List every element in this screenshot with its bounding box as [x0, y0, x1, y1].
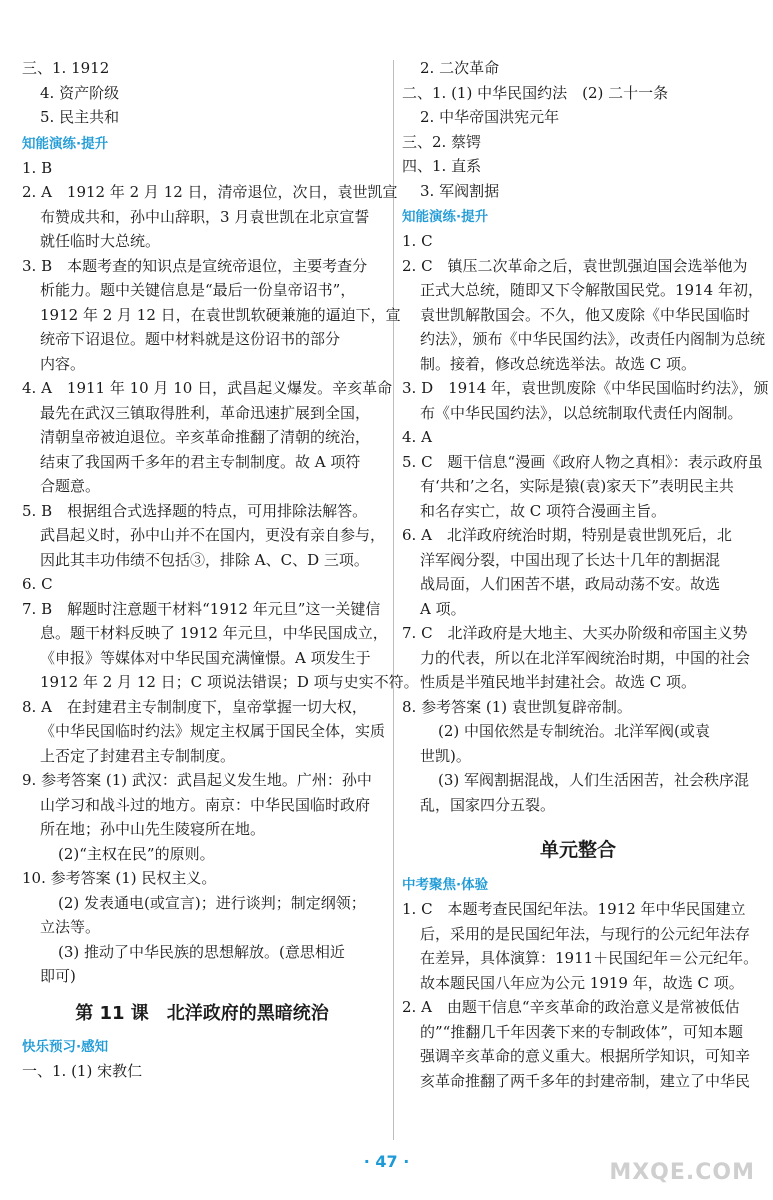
answer-line: 4. A [402, 428, 432, 446]
answer-line: A 项。 [420, 599, 466, 618]
watermark: MXQE.COM [609, 1160, 755, 1185]
answer-item [402, 450, 763, 524]
answer-line: 战局面，人们困苦不堪，政局动荡不安。故选 [420, 575, 721, 593]
answer-line: 即可) [40, 967, 76, 985]
answer-line: 5. B 根据组合式选择题的特点，可用排除法解答。 [22, 501, 368, 520]
answer-item [402, 695, 754, 720]
answer-line: 《申报》等媒体对中华民国充满憧憬。A 项发生于 [40, 648, 371, 667]
unit-title: 单元整合 [539, 839, 616, 861]
answer-item [402, 254, 766, 377]
section-heading: 知能演练·提升 [402, 209, 489, 225]
answer-item [402, 768, 754, 793]
section-heading: 快乐预习·感知 [22, 1038, 109, 1055]
answer-item [22, 156, 382, 181]
answer-line: 约法》，颁布《中华民国约法》，改责任内阁制为总统 [420, 330, 766, 348]
answer-line: 2. 二次革命 [420, 59, 500, 77]
section-heading: 知能演练·提升 [22, 135, 109, 152]
answer-line: 有‘共和’之名，实际是猿(袁)家天下”表明民主共 [420, 477, 734, 495]
answer-line: 洋军阀分裂，中国出现了长达十几年的割据混 [420, 550, 721, 569]
answer-line: 性质是半殖民地半封建社会。故选 C 项。 [420, 673, 697, 691]
answer-line: 立法等。 [40, 918, 101, 936]
answer-line: 在差异，具体演算：1911＋民国纪年＝公元纪年。 [420, 949, 759, 967]
answer-line: 8. 参考答案 (1) 袁世凯复辟帝制。 [402, 697, 632, 716]
answer-item [22, 695, 386, 769]
answer-line: 布赞成共和，孙中山辞职，3 月袁世凯在北京宣誓 [40, 207, 370, 226]
answer-line: 三、2. 蔡锷 [402, 132, 482, 151]
answer-line: 6. C [22, 575, 53, 593]
answer-line: 清朝皇帝被迫退位。辛亥革命推翻了清朝的统治， [40, 428, 371, 446]
answer-line: 1. B [22, 158, 53, 177]
answer-item [22, 964, 382, 989]
answer-item [402, 793, 754, 818]
answer-line: 1. C 本题考查民国纪年法。1912 年中华民国建立 [402, 900, 746, 918]
answer-line: 10. 参考答案 (1) 民权主义。 [22, 869, 217, 887]
answer-line: 世凯)。 [420, 746, 471, 765]
answer-item [402, 744, 754, 769]
answer-line: 6. A 北洋政府统治时期，特别是袁世凯死后，北 [402, 526, 732, 544]
answer-line: 因此其丰功伟绩不包括③，排除 A、C、D 三项。 [40, 550, 369, 569]
answer-line: 2. A 由题干信息“辛亥革命的政治意义是常被低估 [402, 998, 740, 1016]
answer-item [22, 180, 398, 254]
answer-item [22, 572, 382, 597]
answer-line: (3) 军阀割据混战，人们生活困苦，社会秩序混 [438, 771, 750, 789]
section-heading: 中考聚焦·体验 [402, 877, 489, 893]
answer-line: 强调辛亥革命的意义重大。根据所学知识，可知辛 [420, 1047, 751, 1065]
answer-item [402, 621, 754, 695]
answer-item [22, 866, 382, 891]
answer-line: 4. A 1911 年 10 月 10 日，武昌起义爆发。辛亥革命 [22, 379, 393, 397]
answer-line: 1912 年 2 月 12 日；C 项说法错误；D 项与史实不符。 [40, 673, 419, 691]
answer-item [22, 376, 393, 499]
answer-item [402, 523, 754, 621]
answer-line: (2) 发表通电(或宣言)；进行谈判；制定纲领； [58, 893, 366, 912]
answer-line: 结束了我国两千多年的君主专制制度。故 A 项符 [40, 452, 361, 471]
answer-line: 3. 军阀割据 [420, 181, 500, 200]
answer-line: 乱，国家四分五裂。 [420, 795, 556, 814]
answer-line: 4. 资产阶级 [40, 83, 120, 102]
answer-item [402, 376, 769, 425]
answer-item [402, 229, 754, 254]
answer-line: 2. C 镇压二次革命之后，袁世凯强迫国会选举他为 [402, 256, 748, 275]
answer-line: 所在地；孙中山先生陵寝所在地。 [40, 820, 266, 838]
page-number: · 47 · [363, 1152, 410, 1171]
lesson-title: 第 11 课 北洋政府的黑暗统治 [75, 1002, 329, 1024]
answer-line: 的”“推翻几千年因袭下来的专制政体”，可知本题 [420, 1022, 744, 1041]
answer-line: 故本题民国八年应为公元 1919 年，故选 C 项。 [420, 973, 744, 992]
answer-line: 后，采用的是民国纪年法，与现行的公元纪年法存 [420, 924, 751, 943]
answer-line: 《中华民国临时约法》规定主权属于国民全体，实质 [40, 722, 386, 740]
answer-line: 亥革命推翻了两千多年的封建帝制，建立了中华民 [420, 1071, 751, 1090]
right-column [402, 56, 769, 1093]
answer-item [402, 719, 754, 744]
answer-line: 合题意。 [40, 477, 101, 495]
answer-line: 三、1. 1912 [22, 59, 110, 77]
answer-item [402, 995, 754, 1093]
answer-line: 布《中华民国约法》，以总统制取代责任内阁制。 [420, 403, 743, 422]
answer-line: 8. A 在封建君主专制制度下，皇帝掌握一切大权， [22, 697, 367, 716]
answer-line: 上否定了封建君主专制制度。 [40, 746, 236, 765]
answer-line: 7. B 解题时注意题干材料“1912 年元旦”这一关键信 [22, 599, 381, 618]
answer-line: 内容。 [40, 354, 86, 373]
answer-line: 一、1. (1) 宋教仁 [22, 1061, 143, 1080]
answer-line: 3. D 1914 年，袁世凯废除《中华民国临时约法》，颁 [402, 379, 769, 397]
answer-line: 四、1. 直系 [402, 157, 482, 175]
answer-line: (2) 中国依然是专制统治。北洋军阀(或袁 [438, 722, 710, 740]
answer-line: (2)“主权在民”的原则。 [58, 844, 215, 863]
answer-item [402, 897, 759, 995]
answer-line: 1. C [402, 232, 433, 250]
answer-item [22, 499, 386, 573]
answer-item [22, 768, 382, 842]
answer-item [22, 597, 419, 695]
answer-line: 统帝下诏退位。题中材料就是这份诏书的部分 [40, 330, 341, 348]
answer-line: 武昌起义时，孙中山并不在国内，更没有亲自参与， [40, 526, 386, 544]
answer-item [402, 425, 754, 450]
answer-line: 力的代表，所以在北洋军阀统治时期，中国的社会 [420, 648, 751, 667]
column-divider [393, 60, 394, 1140]
answer-line: 制。接着，修改总统选举法。故选 C 项。 [420, 354, 697, 373]
answer-line: 二、1. (1) 中华民国约法 (2) 二十一条 [402, 83, 669, 102]
answer-line: 息。题干材料反映了 1912 年元旦，中华民国成立， [40, 624, 388, 642]
answer-line: 袁世凯解散国会。不久，他又废除《中华民国临时 [420, 305, 751, 324]
answer-line: 1912 年 2 月 12 日，在袁世凯软硬兼施的逼迫下，宣 [40, 305, 401, 324]
answer-line: 析能力。题中关键信息是“最后一份皇帝诏书”， [40, 281, 356, 299]
answer-item [22, 940, 382, 965]
answer-line: (3) 推动了中华民族的思想解放。(意思相近 [58, 942, 345, 961]
answer-item [22, 891, 382, 916]
answer-line: 2. 中华帝国洪宪元年 [420, 108, 560, 126]
answer-line: 正式大总统，随即又下令解散国民党。1914 年初， [420, 281, 763, 299]
answer-item [22, 915, 382, 940]
answer-line: 7. C 北洋政府是大地主、大买办阶级和帝国主义势 [402, 624, 748, 642]
answer-item [22, 254, 401, 377]
answer-line: 5. C 题干信息“漫画《政府人物之真相》：表示政府虽 [402, 452, 763, 471]
answer-line: 2. A 1912 年 2 月 12 日，清帝退位，次日，袁世凯宣 [22, 183, 398, 201]
answer-line: 最先在武汉三镇取得胜利，革命迅速扩展到全国， [40, 403, 371, 422]
answer-line: 9. 参考答案 (1) 武汉：武昌起义发生地。广州：孙中 [22, 771, 372, 789]
answer-line: 5. 民主共和 [40, 108, 120, 126]
answer-item [22, 842, 382, 867]
answer-line: 和名存实亡，故 C 项符合漫画主旨。 [420, 501, 667, 520]
answer-line: 3. B 本题考查的知识点是宣统帝退位，主要考查分 [22, 256, 368, 275]
answer-line: 山学习和战斗过的地方。南京：中华民国临时政府 [40, 795, 371, 814]
answer-line: 就任临时大总统。 [40, 232, 161, 250]
